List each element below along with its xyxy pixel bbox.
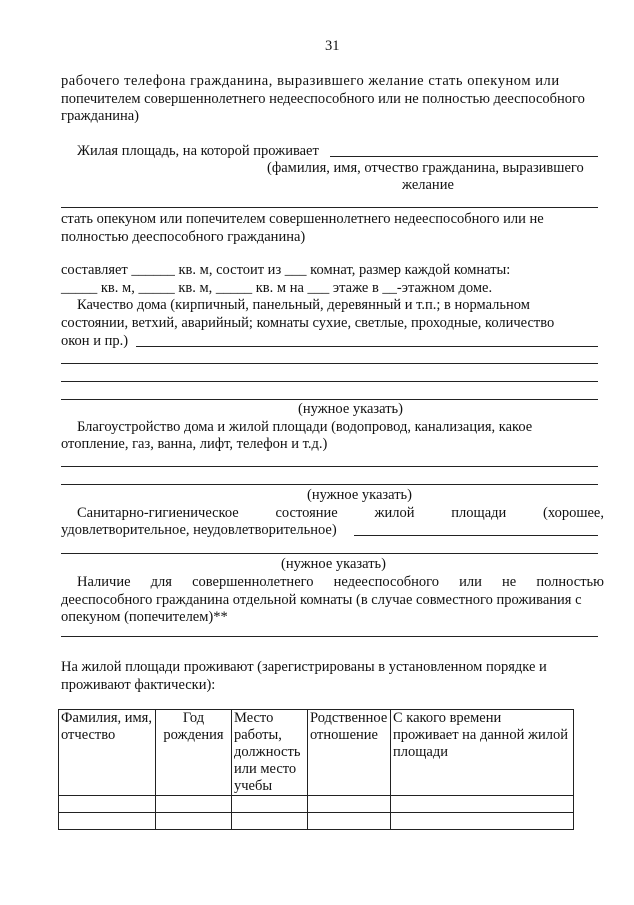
room-line-2: дееспособного гражданина отдельной комнаты (в случае совместного проживания с	[61, 592, 582, 608]
table-header-row	[59, 710, 574, 796]
table-row	[59, 796, 574, 813]
sanitary-fill-line-1	[354, 535, 598, 536]
sanitary-note: (нужное указать)	[281, 556, 386, 572]
improvement-fill-line-1	[61, 466, 598, 467]
header-relation: Родственное отношение	[308, 710, 391, 796]
quality-fill-line-1	[136, 346, 598, 347]
table-cell	[391, 796, 574, 813]
intro-line-3: гражданина)	[61, 108, 140, 124]
quality-line-3: окон и пр.)	[61, 333, 129, 349]
living-area-cont-2: полностью дееспособного гражданина)	[61, 229, 306, 245]
area-size-line-2: _____ кв. м, _____ кв. м, _____ кв. м на ___ этаже в __-этажном доме.	[61, 280, 493, 296]
improvement-note: (нужное указать)	[307, 487, 412, 503]
improvement-line-2: отопление, газ, ванна, лифт, телефон и т.д.)	[61, 436, 328, 452]
quality-fill-line-4	[61, 399, 598, 400]
living-area-fill-line-2	[61, 207, 598, 208]
page-number: 31	[325, 38, 340, 54]
living-area-cont-1: стать опекуном или попечителем совершеннолетнего недееспособного или не	[61, 211, 544, 227]
living-area-note-1: (фамилия, имя, отчество гражданина, выразившего	[267, 160, 584, 176]
table-cell	[308, 813, 391, 830]
header-since: С какого времени проживает на данной жилой площади	[391, 710, 574, 796]
room-line-1: Наличие для совершеннолетнего недееспособного или не полностью	[77, 574, 604, 590]
intro-line-1: рабочего телефона гражданина, выразившего желание стать опекуном или	[61, 73, 560, 89]
residents-line-1: На жилой площади проживают (зарегистрированы в установленном порядке и	[61, 659, 547, 675]
residents-line-2: проживают фактически):	[61, 677, 216, 693]
sanitary-fill-line-2	[61, 553, 598, 554]
table-cell	[156, 813, 232, 830]
table-cell	[232, 813, 308, 830]
table-cell	[232, 796, 308, 813]
intro-line-2: попечителем совершеннолетнего недееспособного или не полностью дееспособного	[61, 91, 585, 107]
improvement-fill-line-2	[61, 484, 598, 485]
quality-note: (нужное указать)	[298, 401, 403, 417]
living-area-note-2: желание	[402, 177, 454, 193]
living-area-fill-line	[330, 156, 598, 157]
header-workplace: Место работы, должность или место учебы	[232, 710, 308, 796]
header-birth-year: Год рождения	[156, 710, 232, 796]
table-cell	[59, 796, 156, 813]
sanitary-line-1: Санитарно-гигиеническое состояние жилой площади (хорошее,	[77, 505, 604, 521]
area-size-line-1: составляет ______ кв. м, состоит из ___ комнат, размер каждой комнаты:	[61, 262, 511, 278]
table-cell	[391, 813, 574, 830]
table-cell	[156, 796, 232, 813]
room-line-3: опекуном (попечителем)**	[61, 609, 228, 625]
table-cell	[308, 796, 391, 813]
room-fill-line	[61, 636, 598, 637]
quality-fill-line-3	[61, 381, 598, 382]
quality-fill-line-2	[61, 363, 598, 364]
improvement-line-1: Благоустройство дома и жилой площади (водопровод, канализация, какое	[77, 419, 533, 435]
quality-line-1: Качество дома (кирпичный, панельный, деревянный и т.п.; в нормальном	[77, 297, 530, 313]
quality-line-2: состоянии, ветхий, аварийный; комнаты сухие, светлые, проходные, количество	[61, 315, 555, 331]
sanitary-line-2: удовлетворительное, неудовлетворительное)	[61, 522, 337, 538]
table-cell	[59, 813, 156, 830]
living-area-label: Жилая площадь, на которой проживает	[77, 143, 319, 159]
header-full-name: Фамилия, имя, отчество	[59, 710, 156, 796]
residents-table	[58, 709, 574, 830]
table-row	[59, 813, 574, 830]
